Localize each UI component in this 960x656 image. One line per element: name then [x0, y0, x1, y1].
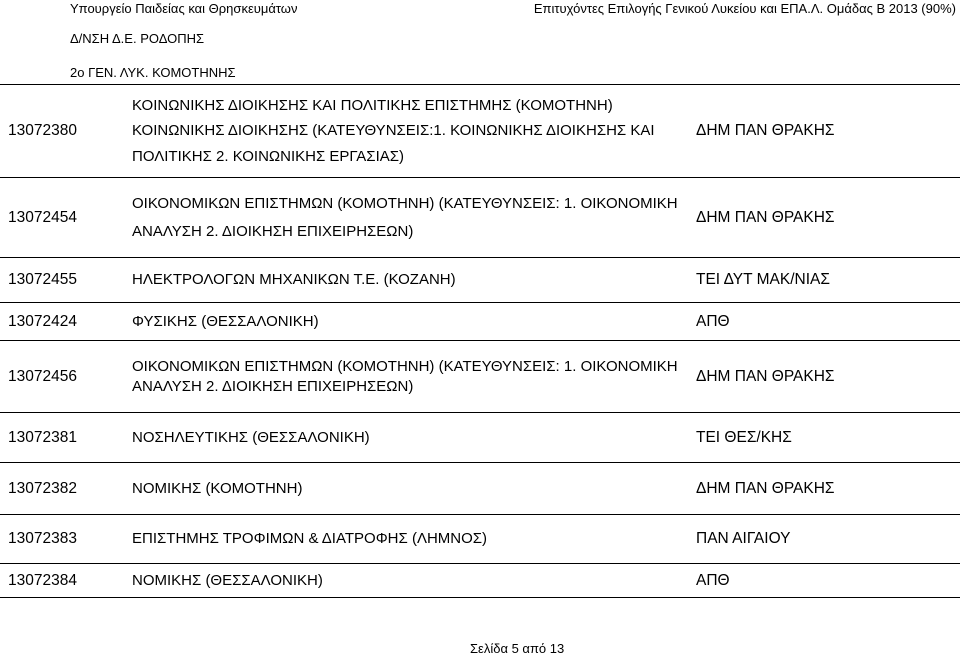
institution-name: ΔΗΜ ΠΑΝ ΘΡΑΚΗΣ: [696, 367, 835, 385]
table-row: [0, 514, 960, 563]
department-line: ΝΟΣΗΛΕΥΤΙΚΗΣ (ΘΕΣΣΑΛΟΝΙΚΗ): [132, 428, 370, 446]
directorate-name: Δ/ΝΣΗ Δ.Ε. ΡΟΔΟΠΗΣ: [70, 31, 205, 46]
admission-code: 13072380: [8, 122, 77, 139]
institution-name: ΔΗΜ ΠΑΝ ΘΡΑΚΗΣ: [696, 208, 835, 226]
admission-code: 13072384: [8, 571, 77, 589]
department-name: [132, 93, 696, 170]
department-line: ΠΟΛΙΤΙΚΗΣ 2. ΚΟΙΝΩΝΙΚΗΣ ΕΡΓΑΣΙΑΣ): [132, 147, 405, 165]
department-line: ΟΙΚΟΝΟΜΙΚΩΝ ΕΠΙΣΤΗΜΩΝ (ΚΟΜΟΤΗΝΗ) (ΚΑΤΕΥΘΥΝΣΕΙΣ: 1. ΟΙΚΟΝΟΜΙΚΗ: [132, 357, 678, 375]
table-row: [0, 462, 960, 514]
table-row: [0, 302, 960, 340]
school-name: 2ο ΓΕΝ. ΛΥΚ. ΚΟΜΟΤΗΝΗΣ: [70, 65, 236, 80]
report-title: Επιτυχόντες Επιλογής Γενικού Λυκείου και ΕΠΑ.Λ. Ομάδας Β 2013 (90%): [533, 1, 956, 16]
table-row: [0, 412, 960, 462]
department-line: ΑΝΑΛΥΣΗ 2. ΔΙΟΙΚΗΣΗ ΕΠΙΧΕΙΡΗΣΕΩΝ): [132, 222, 414, 240]
department-line: ΟΙΚΟΝΟΜΙΚΩΝ ΕΠΙΣΤΗΜΩΝ (ΚΟΜΟΤΗΝΗ) (ΚΑΤΕΥΘΥΝΣΕΙΣ: 1. ΟΙΚΟΝΟΜΙΚΗ: [132, 194, 678, 212]
admission-code: 13072382: [8, 479, 77, 497]
department-name: [132, 480, 696, 498]
department-name: [132, 271, 696, 289]
institution-name: ΠΑΝ ΑΙΓΑΙΟΥ: [696, 530, 791, 547]
department-line: ΚΟΙΝΩΝΙΚΗΣ ΔΙΟΙΚΗΣΗΣ ΚΑΙ ΠΟΛΙΤΙΚΗΣ ΕΠΙΣΤΗΜΗΣ (ΚΟΜΟΤΗΝΗ): [132, 96, 613, 114]
department-line: ΚΟΙΝΩΝΙΚΗΣ ΔΙΟΙΚΗΣΗΣ (ΚΑΤΕΥΘΥΝΣΕΙΣ:1. ΚΟΙΝΩΝΙΚΗΣ ΔΙΟΙΚΗΣΗΣ ΚΑΙ: [132, 122, 655, 140]
institution-name: ΤΕΙ ΔΥΤ ΜΑΚ/ΝΙΑΣ: [696, 271, 830, 288]
department-line: ΕΠΙΣΤΗΜΗΣ ΤΡΟΦΙΜΩΝ & ΔΙΑΤΡΟΦΗΣ (ΛΗΜΝΟΣ): [132, 530, 488, 547]
admission-code: 13072381: [8, 428, 77, 446]
institution-name: ΤΕΙ ΘΕΣ/ΚΗΣ: [696, 428, 792, 446]
department-line: ΝΟΜΙΚΗΣ (ΘΕΣΣΑΛΟΝΙΚΗ): [132, 571, 323, 589]
table-row: [0, 563, 960, 598]
department-name: [132, 530, 696, 548]
admission-code: 13072383: [8, 530, 77, 547]
admission-code: 13072424: [8, 312, 77, 330]
results-table: [0, 84, 960, 598]
ministry-name: Υπουργείο Παιδείας και Θρησκευμάτων: [70, 1, 298, 16]
department-name: [132, 572, 696, 590]
institution-name: ΑΠΘ: [696, 312, 730, 330]
institution-name: ΑΠΘ: [696, 571, 730, 589]
page-number: Σελίδα 5 από 13: [470, 641, 565, 656]
admission-code: 13072455: [8, 271, 77, 288]
table-row: [0, 177, 960, 257]
department-name: [132, 190, 696, 246]
department-name: [132, 357, 696, 397]
department-name: [132, 429, 696, 447]
institution-name: ΔΗΜ ΠΑΝ ΘΡΑΚΗΣ: [696, 479, 835, 497]
institution-name: ΔΗΜ ΠΑΝ ΘΡΑΚΗΣ: [696, 122, 835, 139]
table-row: [0, 340, 960, 412]
admission-code: 13072454: [8, 208, 77, 226]
department-line: ΗΛΕΚΤΡΟΛΟΓΩΝ ΜΗΧΑΝΙΚΩΝ Τ.Ε. (ΚΟΖΑΝΗ): [132, 271, 456, 288]
admission-code: 13072456: [8, 367, 77, 385]
department-line: ΑΝΑΛΥΣΗ 2. ΔΙΟΙΚΗΣΗ ΕΠΙΧΕΙΡΗΣΕΩΝ): [132, 377, 414, 395]
department-name: [132, 313, 696, 331]
department-line: ΝΟΜΙΚΗΣ (ΚΟΜΟΤΗΝΗ): [132, 479, 303, 497]
table-row: [0, 84, 960, 177]
table-row: [0, 257, 960, 302]
department-line: ΦΥΣΙΚΗΣ (ΘΕΣΣΑΛΟΝΙΚΗ): [132, 312, 319, 330]
